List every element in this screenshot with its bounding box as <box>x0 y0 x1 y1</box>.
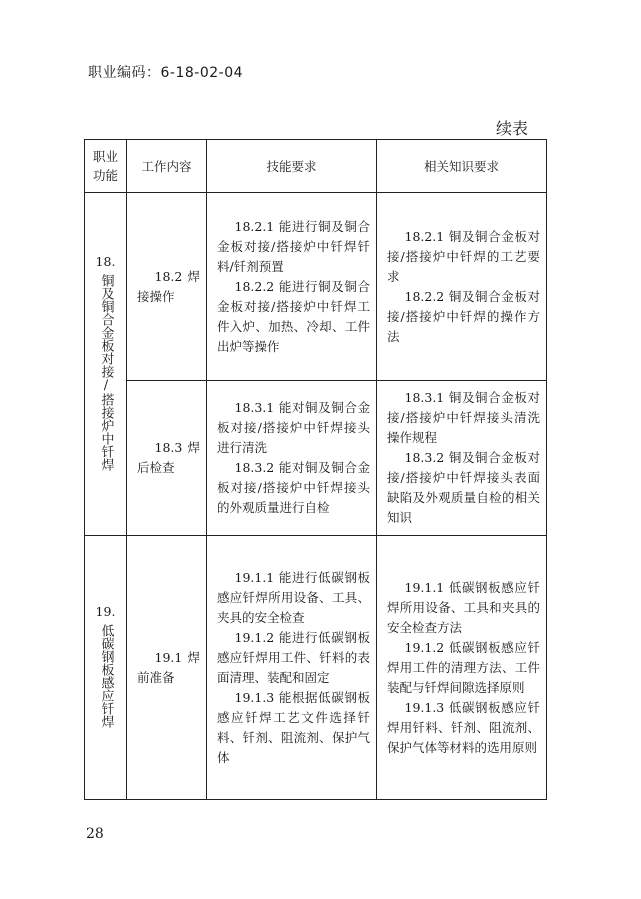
knowledge-item: 18.3.2 铜及铜合金板对接/搭接炉中钎焊接头表面缺陷及外观质量自检的相关知识 <box>387 450 540 525</box>
skill-item: 19.1.2 能进行低碳钢板感应钎焊用工件、钎料的表面清理、装配和固定 <box>217 629 370 685</box>
work-content-text: 18.3 焊后检查 <box>137 440 200 475</box>
skill-item: 18.3.1 能对铜及铜合金板对接/搭接炉中钎焊接头进行清洗 <box>217 400 370 455</box>
knowledge-item: 18.2.2 铜及铜合金板对接/搭接炉中钎焊的操作方法 <box>387 288 540 344</box>
skills-cell <box>207 193 377 381</box>
knowledge-item: 19.1.3 低碳钢板感应钎焊用钎料、钎剂、阻流剂、保护气体等材料的选用原则 <box>387 699 540 755</box>
knowledge-cell <box>377 381 547 536</box>
skills-cell <box>207 381 377 536</box>
work-content-text: 19.1 焊前准备 <box>137 649 200 685</box>
col-header-knowledge: 相关知识要求 <box>377 140 547 193</box>
knowledge-cell <box>377 193 547 381</box>
continued-label: 续表 <box>496 119 529 138</box>
function-name: 铜及铜合金板对接/搭接炉中钎焊 <box>98 273 114 471</box>
knowledge-item: 18.3.1 铜及铜合金板对接/搭接炉中钎焊接头清洗操作规程 <box>387 390 540 445</box>
skills-table <box>84 139 547 800</box>
table-row <box>85 193 547 381</box>
function-cell-19 <box>85 536 127 800</box>
skill-item: 19.1.1 能进行低碳钢板感应钎焊所用设备、工具、夹具的安全检查 <box>217 569 370 625</box>
knowledge-item: 18.2.1 铜及铜合金板对接/搭接炉中钎焊的工艺要求 <box>387 228 540 284</box>
col-header-function: 职业功能 <box>85 140 127 193</box>
table-header-row <box>85 140 547 193</box>
page-number: 28 <box>86 826 104 842</box>
knowledge-item: 19.1.2 低碳钢板感应钎焊用工件的清理方法、工件装配与钎焊间隙选择原则 <box>387 639 540 695</box>
work-content-text: 18.2 焊接操作 <box>137 268 200 304</box>
function-name: 低碳钢板感应钎焊 <box>98 623 114 728</box>
work-content-cell <box>127 381 207 536</box>
knowledge-item: 19.1.1 低碳钢板感应钎焊所用设备、工具和夹具的安全检查方法 <box>387 579 540 635</box>
col-header-skills: 技能要求 <box>207 140 377 193</box>
function-number: 19. <box>95 603 116 619</box>
skill-item: 19.1.3 能根据低碳钢板感应钎焊工艺文件选择钎料、钎剂、阻流剂、保护气体 <box>217 689 370 765</box>
skills-cell <box>207 536 377 800</box>
skill-item: 18.3.2 能对铜及铜合金板对接/搭接炉中钎焊接头的外观质量进行自检 <box>217 460 370 515</box>
function-cell-18 <box>85 193 127 536</box>
skill-item: 18.2.2 能进行铜及铜合金板对接/搭接炉中钎焊工件入炉、加热、冷却、工件出炉等操作 <box>217 278 370 354</box>
col-header-work: 工作内容 <box>127 140 207 193</box>
occupation-code: 职业编码：6-18-02-04 <box>88 65 244 81</box>
function-number: 18. <box>95 253 116 269</box>
table-row <box>85 381 547 536</box>
table-row <box>85 536 547 800</box>
skill-item: 18.2.1 能进行铜及铜合金板对接/搭接炉中钎焊钎料/钎剂预置 <box>217 218 370 274</box>
knowledge-cell <box>377 536 547 800</box>
work-content-cell <box>127 193 207 381</box>
work-content-cell <box>127 536 207 800</box>
